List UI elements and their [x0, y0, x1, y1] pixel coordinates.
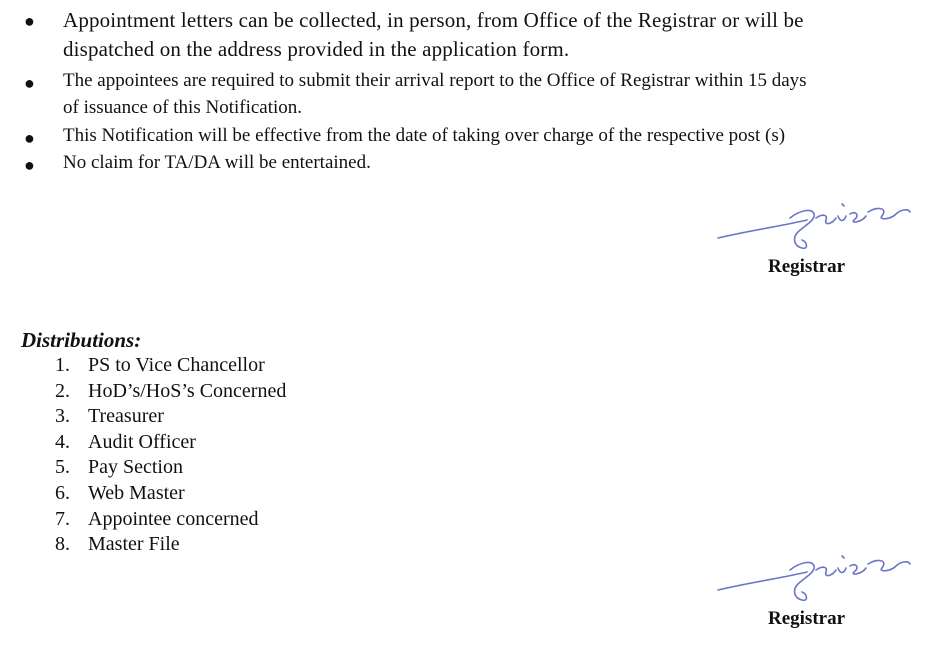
list-item: [55, 404, 286, 430]
signature-title: Registrar: [768, 608, 846, 629]
list-number: 4.: [55, 430, 70, 453]
note-item: [0, 122, 900, 149]
list-number: 2.: [55, 379, 70, 402]
list-text: Treasurer: [88, 405, 164, 428]
note-line: No claim for TA/DA will be entertained.: [63, 152, 371, 173]
list-number: 1.: [55, 354, 70, 376]
list-item: [55, 532, 286, 558]
distributions-list: [55, 353, 286, 558]
list-number: 7.: [55, 507, 70, 530]
list-item: [55, 379, 286, 405]
list-item: [55, 507, 286, 533]
bullet-icon: ●: [24, 11, 36, 31]
signature-title: Registrar: [768, 256, 846, 277]
list-text: HoD’s/HoS’s Concerned: [88, 379, 287, 402]
list-text: Web Master: [88, 481, 185, 504]
note-line: dispatched on the address provided in the application form.: [63, 37, 570, 61]
list-item: [55, 430, 286, 456]
list-text: Appointee concerned: [88, 507, 259, 530]
list-text: Master File: [88, 533, 180, 556]
list-number: 8.: [55, 533, 70, 556]
list-text: PS to Vice Chancellor: [88, 354, 265, 376]
bullet-icon: ●: [24, 128, 35, 148]
list-number: 3.: [55, 405, 70, 428]
note-item: [0, 67, 900, 121]
note-item: [0, 149, 900, 176]
list-item: [55, 455, 286, 481]
handwritten-signature-icon: [712, 540, 932, 610]
list-text: Audit Officer: [88, 430, 196, 453]
list-number: 5.: [55, 456, 70, 479]
note-line: of issuance of this Notification.: [63, 97, 303, 118]
list-item: [55, 353, 286, 379]
bullet-icon: ●: [24, 155, 35, 175]
list-text: Pay Section: [88, 456, 183, 479]
note-item: [0, 6, 900, 64]
note-line: Appointment letters can be collected, in person, from Office of the Registrar or will be: [63, 8, 804, 32]
handwritten-signature-icon: [712, 190, 932, 260]
notes-list: [0, 6, 900, 176]
list-item: [55, 481, 286, 507]
note-line: The appointees are required to submit their arrival report to the Office of Registrar within 15 days: [63, 70, 807, 91]
note-line: This Notification will be effective from the date of taking over charge of the respective post (s): [63, 125, 786, 146]
bullet-icon: ●: [24, 73, 35, 93]
distributions-heading: Distributions:: [21, 328, 142, 352]
list-number: 6.: [55, 481, 70, 504]
